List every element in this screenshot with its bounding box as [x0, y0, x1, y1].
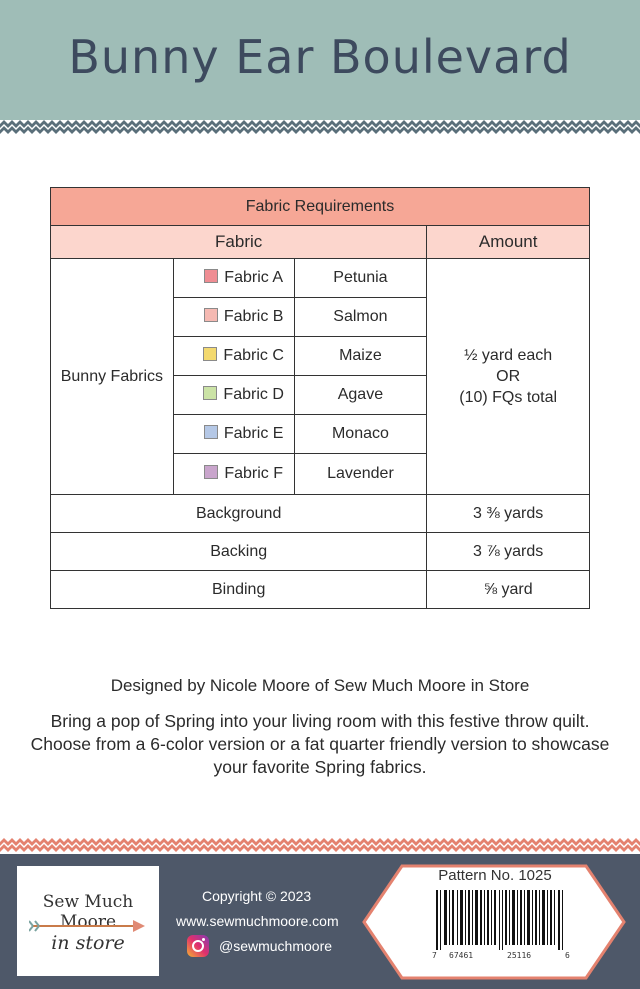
row-amount: ⅝ yard — [427, 571, 590, 609]
fabric-name: Salmon — [294, 298, 427, 337]
fabric-name: Monaco — [294, 415, 427, 454]
barcode-digit: 7 — [432, 951, 437, 960]
logo-subtext: in store — [51, 932, 125, 954]
brand-logo — [17, 866, 159, 976]
page-title: Bunny Ear Boulevard — [68, 30, 572, 84]
chevron-border-top — [0, 120, 640, 136]
barcode-digit: 6 — [565, 951, 570, 960]
fabric-code: Fabric B — [173, 298, 294, 337]
fabric-name: Lavender — [294, 454, 427, 495]
fabric-code: Fabric D — [173, 376, 294, 415]
column-header-amount: Amount — [427, 226, 590, 259]
color-swatch — [204, 308, 218, 322]
color-swatch — [204, 425, 218, 439]
fabric-code: Fabric C — [173, 337, 294, 376]
color-swatch — [203, 347, 217, 361]
copyright: Copyright © 2023 — [202, 888, 312, 904]
color-swatch — [204, 465, 218, 479]
barcode-digit: 25116 — [507, 951, 532, 960]
color-swatch — [204, 269, 218, 283]
designer-credit: Designed by Nicole Moore of Sew Much Moore in Store — [110, 676, 530, 695]
pattern-number: Pattern No. 1025 — [438, 867, 552, 884]
row-label: Background — [51, 495, 427, 533]
pattern-description: Bring a pop of Spring into your living room with this festive throw quilt. Choose from a 6-color version or a fat quarter friendly version to showcase your favorite Spring fabrics. — [30, 711, 610, 777]
row-label: Binding — [51, 571, 427, 609]
row-amount: 3 ⅞ yards — [427, 533, 590, 571]
fabric-code: Fabric F — [173, 454, 294, 495]
row-amount: 3 ⅜ yards — [427, 495, 590, 533]
logo-text: Sew Much Moore — [42, 892, 134, 932]
fabric-requirements-table — [50, 187, 590, 609]
website-link[interactable]: www.sewmuchmoore.com — [176, 913, 339, 929]
barcode — [436, 890, 566, 950]
fabric-name: Maize — [294, 337, 427, 376]
footer — [0, 854, 640, 989]
group-label: Bunny Fabrics — [51, 259, 174, 495]
fabric-name: Petunia — [294, 259, 427, 298]
fabric-code: Fabric A — [173, 259, 294, 298]
fabric-name: Agave — [294, 376, 427, 415]
instagram-icon[interactable] — [187, 935, 209, 957]
chevron-border-bottom — [0, 838, 640, 854]
barcode-digit: 67461 — [449, 951, 474, 960]
instagram-handle[interactable]: @sewmuchmoore — [219, 938, 333, 954]
table-title: Fabric Requirements — [51, 188, 590, 226]
color-swatch — [203, 386, 217, 400]
fabric-code: Fabric E — [173, 415, 294, 454]
row-label: Backing — [51, 533, 427, 571]
column-header-fabric: Fabric — [51, 226, 427, 259]
group-amount: ½ yard each OR (10) FQs total — [427, 259, 590, 495]
header-banner — [0, 0, 640, 120]
